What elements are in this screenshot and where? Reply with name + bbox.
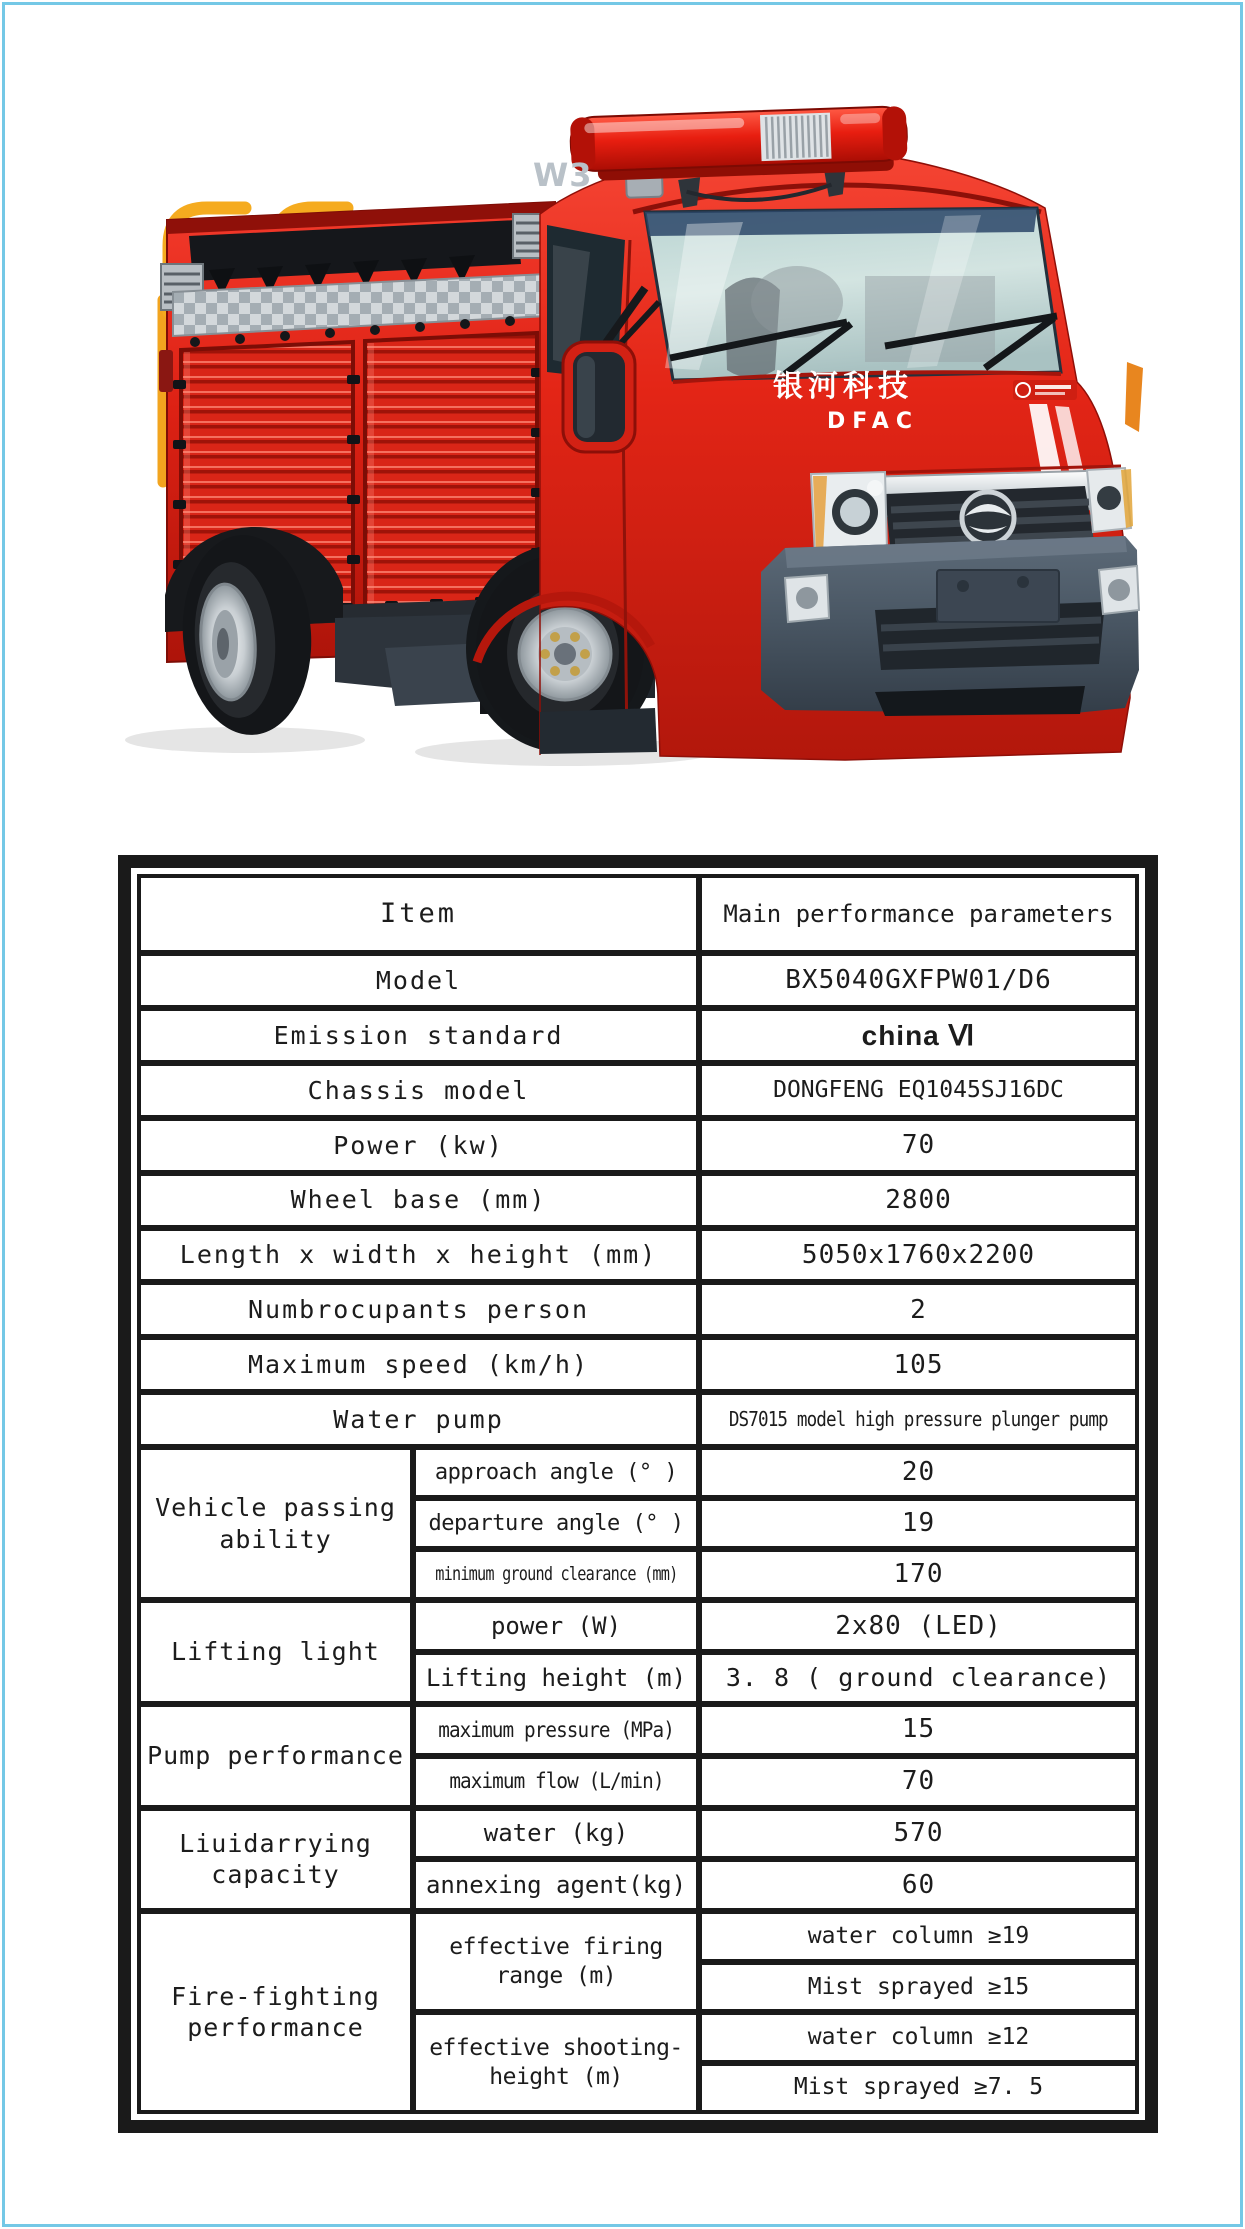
roof-marking-text: W3	[533, 156, 593, 194]
cell-text: Length x width x height (mm)	[179, 1240, 658, 1270]
row-wheel-base	[141, 1176, 1135, 1225]
row-occupants	[141, 1285, 1135, 1334]
cell-text: water (kg)	[483, 1819, 629, 1848]
sub-value	[702, 1862, 1135, 1908]
row-value	[702, 956, 1135, 1005]
cell-text: 19	[901, 1508, 936, 1539]
row-label	[141, 1121, 696, 1170]
cell-text: water column ≥19	[807, 1923, 1030, 1950]
cell-text: departure angle (° )	[428, 1510, 684, 1536]
cell-text: Emission standard	[273, 1020, 564, 1050]
row-water-pump	[141, 1395, 1135, 1444]
cell-text: 2800	[885, 1184, 952, 1215]
headlight-right	[1087, 468, 1133, 532]
cell-text: 5050x1760x2200	[801, 1239, 1036, 1270]
sub-row	[416, 1811, 1135, 1857]
cell-text: Liuidarrying capacity	[179, 1829, 372, 1890]
fog-light-left	[785, 575, 829, 622]
hood-decal-cn: 银河科技	[773, 369, 913, 404]
cell-text: maximum pressure (MPa)	[438, 1717, 674, 1742]
sub-label	[416, 1862, 696, 1908]
row-label	[141, 1285, 696, 1334]
row-dimensions	[141, 1231, 1135, 1280]
rear-marker-lamp	[159, 350, 173, 392]
cell-text: water column ≥12	[807, 2023, 1030, 2050]
hood-decal-logo: DFAC	[827, 409, 919, 434]
row-value	[702, 1285, 1135, 1334]
row-max-speed	[141, 1340, 1135, 1389]
cell-text: Model	[375, 965, 462, 995]
row-label	[141, 1231, 696, 1280]
cell-text: 570	[893, 1818, 944, 1849]
cell-text: Chassis model	[307, 1075, 530, 1105]
header-value-cell	[702, 878, 1135, 950]
cell-text: Numbrocupants person	[247, 1295, 590, 1325]
table-row-header	[141, 878, 1135, 950]
cell-text: Main performance parameters	[723, 900, 1114, 928]
cell-text: 2x80 (LED)	[835, 1610, 1002, 1641]
cell-text: minimum ground clearance (mm)	[434, 1562, 678, 1585]
cell-text: Mist sprayed ≥7. 5	[793, 2074, 1044, 2101]
sub-row	[416, 1552, 1135, 1597]
sub-value	[702, 1811, 1135, 1857]
cell-text: Item	[379, 898, 458, 930]
sub-value	[702, 1655, 1135, 1701]
spec-table-grid	[137, 874, 1139, 2114]
row-value	[702, 1121, 1135, 1170]
row-emission-standard	[141, 1011, 1135, 1060]
cell-text: 2	[910, 1294, 927, 1325]
cell-text: 170	[893, 1559, 944, 1590]
sub-label	[416, 1450, 696, 1495]
row-label	[141, 1066, 696, 1115]
sub-value	[702, 1552, 1135, 1597]
row-value	[702, 1340, 1135, 1389]
cell-text: effective shooting- height (m)	[429, 2034, 683, 2090]
cell-text: power (W)	[490, 1611, 622, 1640]
group-fire-fighting-performance	[141, 1914, 1135, 2110]
sub-row	[416, 1655, 1135, 1701]
cell-text: Water pump	[333, 1405, 504, 1435]
row-label	[141, 1340, 696, 1389]
sub-row	[416, 1707, 1135, 1753]
cell-text: Vehicle passing ability	[155, 1493, 396, 1554]
sub-group-shooting-height	[416, 2015, 1135, 2110]
sub-label	[416, 1552, 696, 1597]
row-label	[141, 1395, 696, 1444]
sub-value	[702, 2066, 1135, 2110]
sub-value	[702, 1450, 1135, 1495]
row-value	[702, 1176, 1135, 1225]
headlight-left	[811, 472, 887, 556]
cell-text: 3. 8 ( ground clearance)	[725, 1663, 1112, 1693]
row-chassis-model	[141, 1066, 1135, 1115]
row-label	[141, 956, 696, 1005]
sub-label	[416, 1811, 696, 1857]
group-liquid-carrying-capacity	[141, 1811, 1135, 1909]
sub-value	[702, 1501, 1135, 1546]
sub-label	[416, 1759, 696, 1805]
sub-label	[416, 1914, 696, 2009]
row-model	[141, 956, 1135, 1005]
cell-text: DONGFENG EQ1045SJ16DC	[773, 1076, 1064, 1103]
header-item-cell	[141, 878, 696, 950]
fog-light-right	[1099, 566, 1139, 614]
fire-truck-photo	[85, 50, 1165, 820]
sub-label	[416, 1603, 696, 1649]
cell-text: 15	[901, 1714, 936, 1745]
side-marker-orange	[1125, 362, 1143, 432]
cell-text: Mist sprayed ≥15	[807, 1973, 1030, 2000]
row-value	[702, 1231, 1135, 1280]
group-label	[141, 1450, 410, 1597]
sub-row	[416, 1759, 1135, 1805]
cell-text: maximum flow (L/min)	[448, 1769, 664, 1794]
sub-value	[702, 2015, 1135, 2059]
cell-text: BX5040GXFPW01/D6	[785, 965, 1052, 996]
cell-text: Wheel base (mm)	[290, 1185, 547, 1215]
dongfeng-sticker	[1013, 380, 1077, 400]
cell-text: Power (kw)	[333, 1130, 504, 1160]
sub-row	[416, 1603, 1135, 1649]
cell-text: Pump performance	[147, 1740, 404, 1770]
cell-text: Fire-fighting performance	[171, 1981, 380, 2043]
license-plate-mount	[937, 570, 1059, 622]
sub-row	[416, 1450, 1135, 1495]
row-value	[702, 1066, 1135, 1115]
sub-value	[702, 1603, 1135, 1649]
sub-value	[702, 1759, 1135, 1805]
sub-value	[702, 1965, 1135, 2009]
cell-text: 70	[901, 1129, 936, 1160]
group-label	[141, 1914, 410, 2110]
row-value	[702, 1011, 1135, 1060]
front-bumper	[761, 536, 1139, 716]
cell-text: 60	[901, 1870, 936, 1901]
sub-row	[416, 1501, 1135, 1546]
cell-text: DS7015 model high pressure plunger pump	[729, 1407, 1108, 1432]
row-label	[141, 1176, 696, 1225]
sub-label	[416, 1655, 696, 1701]
cell-text: 105	[893, 1349, 944, 1380]
cell-text: annexing agent(kg)	[425, 1871, 687, 1900]
sub-label	[416, 1707, 696, 1753]
cell-text: effective firing range (m)	[449, 1933, 663, 1989]
cell-text: Maximum speed (km/h)	[247, 1350, 590, 1380]
group-pump-performance	[141, 1707, 1135, 1805]
group-lifting-light	[141, 1603, 1135, 1701]
sub-label	[416, 2015, 696, 2110]
row-power	[141, 1121, 1135, 1170]
group-label	[141, 1707, 410, 1805]
sub-group-firing-range	[416, 1914, 1135, 2009]
sub-row	[416, 1862, 1135, 1908]
row-label	[141, 1011, 696, 1060]
group-vehicle-passing-ability	[141, 1450, 1135, 1597]
cell-text: approach angle (° )	[434, 1459, 678, 1485]
spec-table	[118, 855, 1158, 2133]
dongfeng-logo-icon	[962, 492, 1014, 544]
sub-label	[416, 1501, 696, 1546]
cell-text: Lifting light	[171, 1637, 380, 1667]
sub-value	[702, 1914, 1135, 1958]
cell-text: 20	[901, 1457, 936, 1488]
cell-text: Lifting height (m)	[425, 1663, 687, 1692]
row-value	[702, 1395, 1135, 1444]
cell-text: 70	[901, 1766, 936, 1797]
sub-value	[702, 1707, 1135, 1753]
group-label	[141, 1811, 410, 1909]
group-label	[141, 1603, 410, 1701]
cell-text: china Ⅵ	[861, 1019, 976, 1051]
